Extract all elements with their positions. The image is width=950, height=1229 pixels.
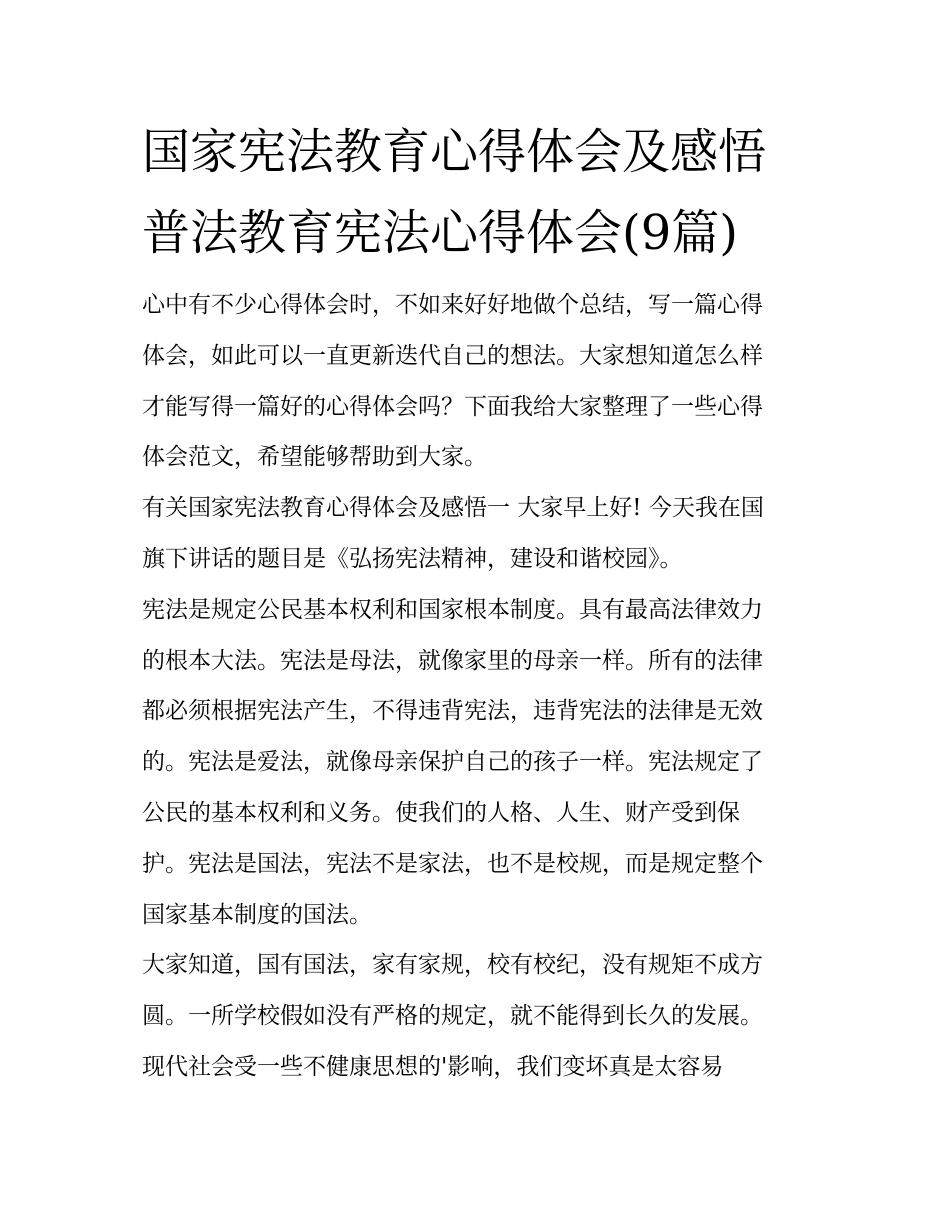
body-line: 才能写得一篇好的心得体会吗？下面我给大家整理了一些心得 bbox=[142, 393, 763, 420]
body-line: 心中有不少心得体会时，不如来好好地做个总结，写一篇心得 bbox=[142, 292, 763, 318]
body-line: 的。宪法是爱法，就像母亲保护自己的孩子一样。宪法规定了 bbox=[142, 749, 763, 776]
body-line: 有关国家宪法教育心得体会及感悟一 大家早上好! 今天我在国 bbox=[142, 495, 764, 522]
body-line: 公民的基本权利和义务。使我们的人格、人生、财产受到保 bbox=[142, 799, 740, 826]
body-line: 的根本大法。宪法是母法，就像家里的母亲一样。所有的法律 bbox=[142, 647, 763, 674]
title-line-2: 普法教育宪法心得体会(9篇) bbox=[142, 205, 738, 261]
title-line-1: 国家宪法教育心得体会及感悟 bbox=[142, 124, 767, 180]
document-body bbox=[142, 280, 822, 1093]
body-line: 现代社会受一些不健康思想的'影响，我们变坏真是太容易 bbox=[142, 1053, 724, 1080]
body-line: 圆。一所学校假如没有严格的规定，就不能得到长久的发展。 bbox=[142, 1003, 763, 1030]
body-line: 大家知道，国有国法，家有家规，校有校纪，没有规矩不成方 bbox=[142, 952, 763, 979]
body-line: 旗下讲话的题目是《弘扬宪法精神，建设和谐校园》。 bbox=[142, 545, 683, 572]
body-line: 护。宪法是国法，宪法不是家法，也不是校规，而是规定整个 bbox=[142, 850, 763, 877]
document-title bbox=[142, 112, 822, 274]
body-line: 体会范文，希望能够帮助到大家。 bbox=[142, 444, 487, 471]
body-line: 体会，如此可以一直更新迭代自己的想法。大家想知道怎么样 bbox=[142, 342, 763, 369]
body-line: 都必须根据宪法产生，不得违背宪法，违背宪法的法律是无效 bbox=[142, 698, 763, 725]
body-line: 宪法是规定公民基本权利和国家根本制度。具有最高法律效力 bbox=[142, 596, 763, 623]
body-line: 国家基本制度的国法。 bbox=[142, 901, 372, 928]
